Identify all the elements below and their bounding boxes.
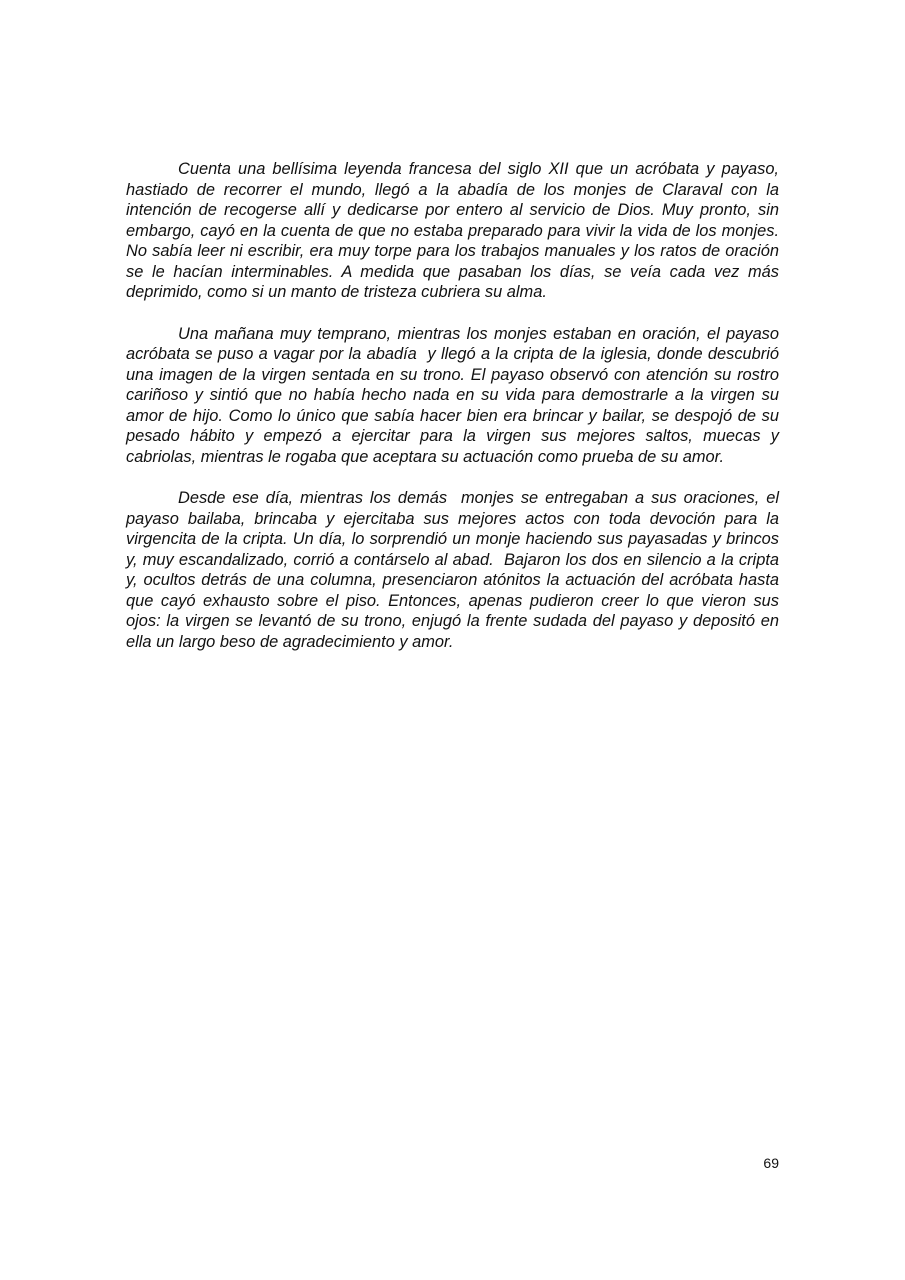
paragraph-2: Una mañana muy temprano, mientras los monjes estaban en oración, el payaso acróbata se puso a vagar por la abadía y llegó a la cripta de la iglesia, donde descubrió una imagen de la virgen sentada en su trono. El payaso observó con atención su rostro cariñoso y sintió que no había hecho nada en su vida para demostrarle a la virgen su amor de hijo. Como lo único que sabía hacer bien era brincar y bailar, se despojó de su pesado hábito y empezó a ejercitar para la virgen sus mejores saltos, muecas y cabriolas, mientras le rogaba que aceptara su actuación como prueba de su amor. — [126, 324, 789, 466]
paragraph-3: Desde ese día, mientras los demás monjes se entregaban a sus oraciones, el payaso bailaba, brincaba y ejercitaba sus mejores actos con toda devoción para la virgencita de la cripta. Un día, lo sorprendió un monje haciendo sus payasadas y brincos y, muy escandalizado, corrió a contárselo al abad. Bajaron los dos en silencio a la cripta y, ocultos detrás de una columna, presenciaron atónitos la actuación del acróbata hasta que cayó exhausto sobre el piso. Entonces, apenas pudieron creer lo que vieron sus ojos: la virgen se levantó de su trono, enjugó la frente sudada del payaso y depositó en ella un largo beso de agradecimiento y amor. — [126, 489, 784, 651]
page-number: 69 — [763, 1155, 779, 1171]
paragraph-1: Cuenta una bellísima leyenda francesa del siglo XII que un acróbata y payaso, hastiado de recorrer el mundo, llegó a la abadía de los monjes de Claraval con la intención de recogerse allí y dedicarse por entero al servicio de Dios. Muy pronto, sin embargo, cayó en la cuenta de que no estaba preparado para vivir la vida de los monjes. No sabía leer ni escribir, era muy torpe para los trabajos manuales y los ratos de oración se le hacían interminables. A medida que pasaban los días, se veía cada vez más deprimido, como si un manto de tristeza cubriera su alma. — [126, 160, 784, 301]
body-text — [126, 159, 789, 673]
